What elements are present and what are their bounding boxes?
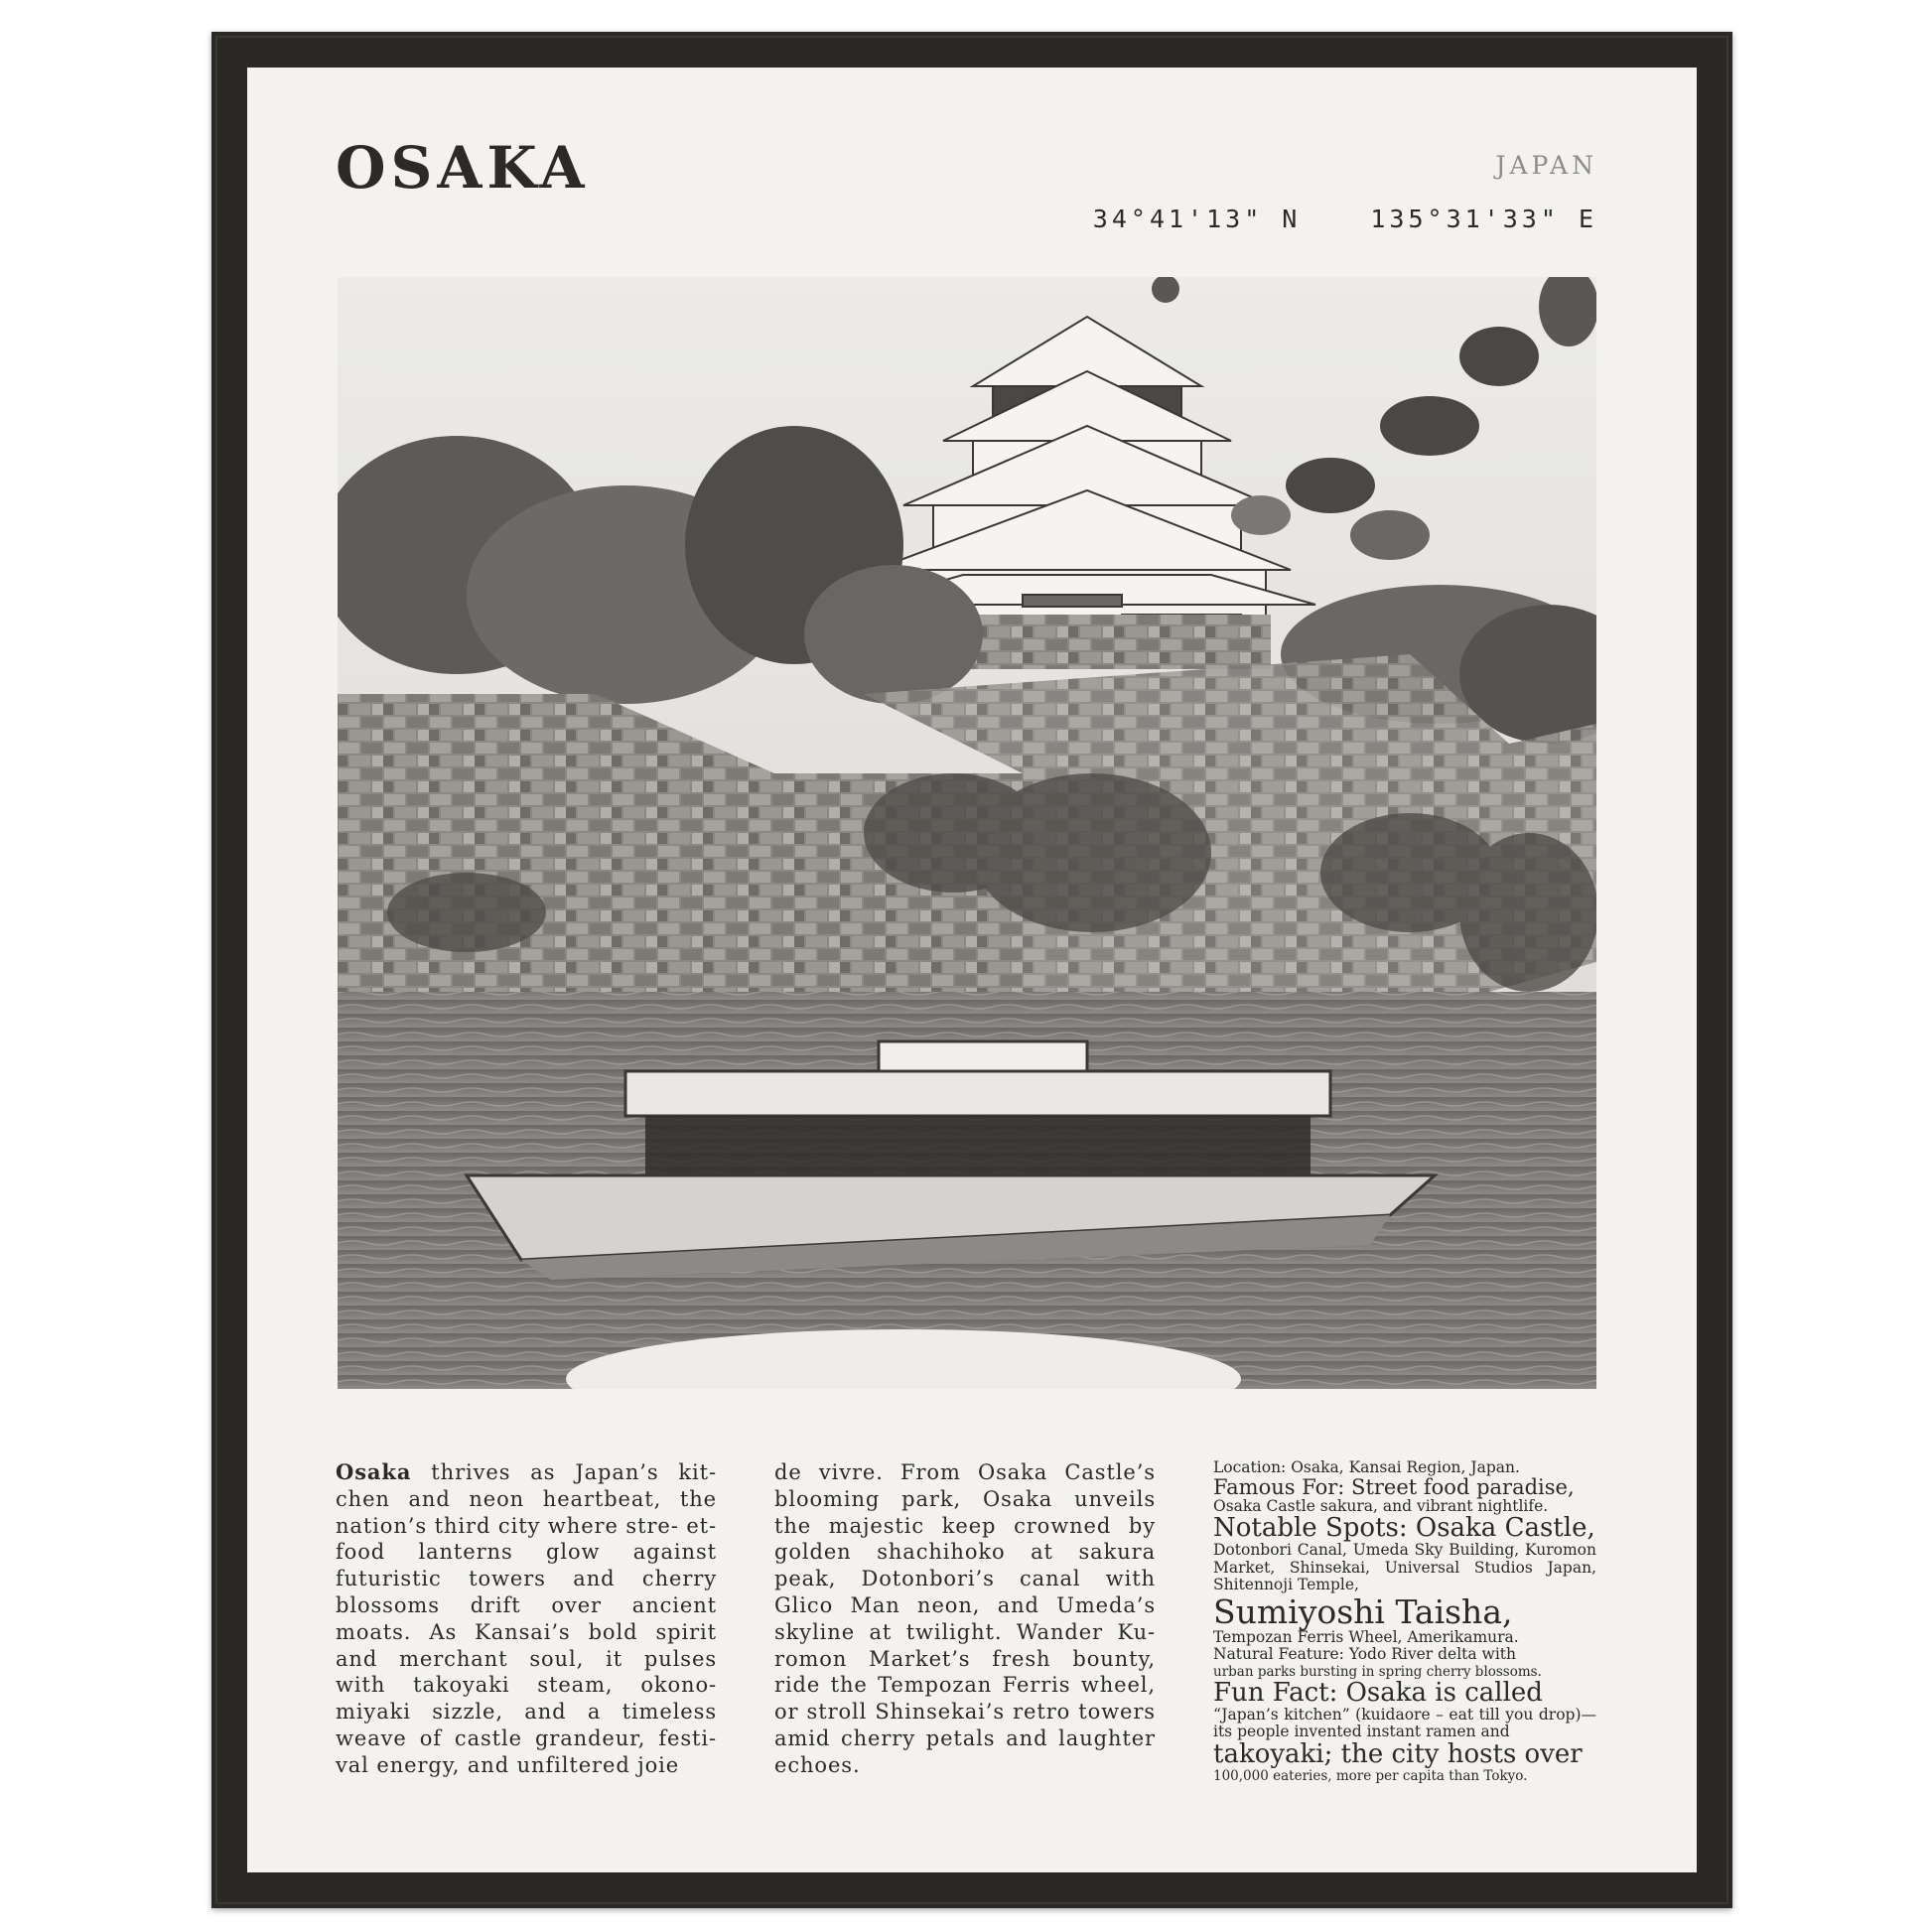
- fact-notable-head: Notable Spots: Osaka Castle,: [1213, 1513, 1595, 1543]
- fact-fun-big: takoyaki; the city hosts over: [1213, 1738, 1583, 1769]
- country-label: JAPAN: [1495, 151, 1597, 180]
- fact-notable-tail: Tempozan Ferris Wheel, Amerikamura.: [1213, 1627, 1519, 1646]
- city-title: OSAKA: [336, 134, 590, 202]
- description-lead: Osaka: [336, 1459, 412, 1484]
- fact-fun-tail: 100,000 eateries, more per capita than Tokyo.: [1213, 1767, 1528, 1784]
- fact-fun-body: “Japan’s kitchen” (kuidaore – eat till you drop)—its people invented instant ramen and: [1213, 1705, 1596, 1740]
- fact-notable-big: Sumiyoshi Taisha,: [1213, 1591, 1513, 1631]
- fact-famous-head: Famous For: Street food paradise,: [1213, 1474, 1575, 1499]
- coordinates: [902, 207, 1597, 231]
- castle-photo: [338, 277, 1596, 1389]
- fact-notable-body: Dotonbori Canal, Umeda Sky Building, Kuromon Market, Shinsekai, Universal Studios Japan, Shitennoji Temple,: [1213, 1541, 1596, 1593]
- fact-fun-head: Fun Fact: Osaka is called: [1213, 1677, 1543, 1708]
- longitude: 135°31'33" E: [1370, 205, 1597, 233]
- description-column-1: [336, 1459, 717, 1779]
- facts-column: [1213, 1459, 1596, 1784]
- fact-famous-body: Osaka Castle sakura, and vibrant nightlife.: [1213, 1496, 1549, 1515]
- description-column-2: de vivre. From Osaka Castle’s blooming park, Osaka unveils the majestic keep crowned by golden shachihoko at sakura peak, Dotonbori’s canal with Glico Man neon, and Umeda’s skyline at twilight. Wander Ku- romon Market’s fresh bounty, ride the Tempozan Ferris wheel, or stroll Shinsekai’s retro towers amid cherry petals and laughter echoes.: [774, 1460, 1156, 1777]
- fact-location: Location: Osaka, Kansai Region, Japan.: [1213, 1458, 1520, 1476]
- fact-natural-head: Natural Feature: Yodo River delta with: [1213, 1645, 1516, 1663]
- castle-illustration: [338, 277, 1596, 1389]
- fact-natural-body: urban parks bursting in spring cherry blossoms.: [1213, 1663, 1542, 1680]
- description-text-1: thrives as Japan’s kit- chen and neon heartbeat, the nation’s third city where stre- et-food lanterns glow against futuristic towers and cherry blossoms drift over ancient moats. As Kansai’s bold spirit and merchant soul, it pulses with takoyaki steam, okono- miyaki sizzle, and a timeless weave of castle grandeur, festi- val energy, and unfiltered joie: [336, 1460, 717, 1777]
- latitude: 34°41'13" N: [1092, 205, 1302, 233]
